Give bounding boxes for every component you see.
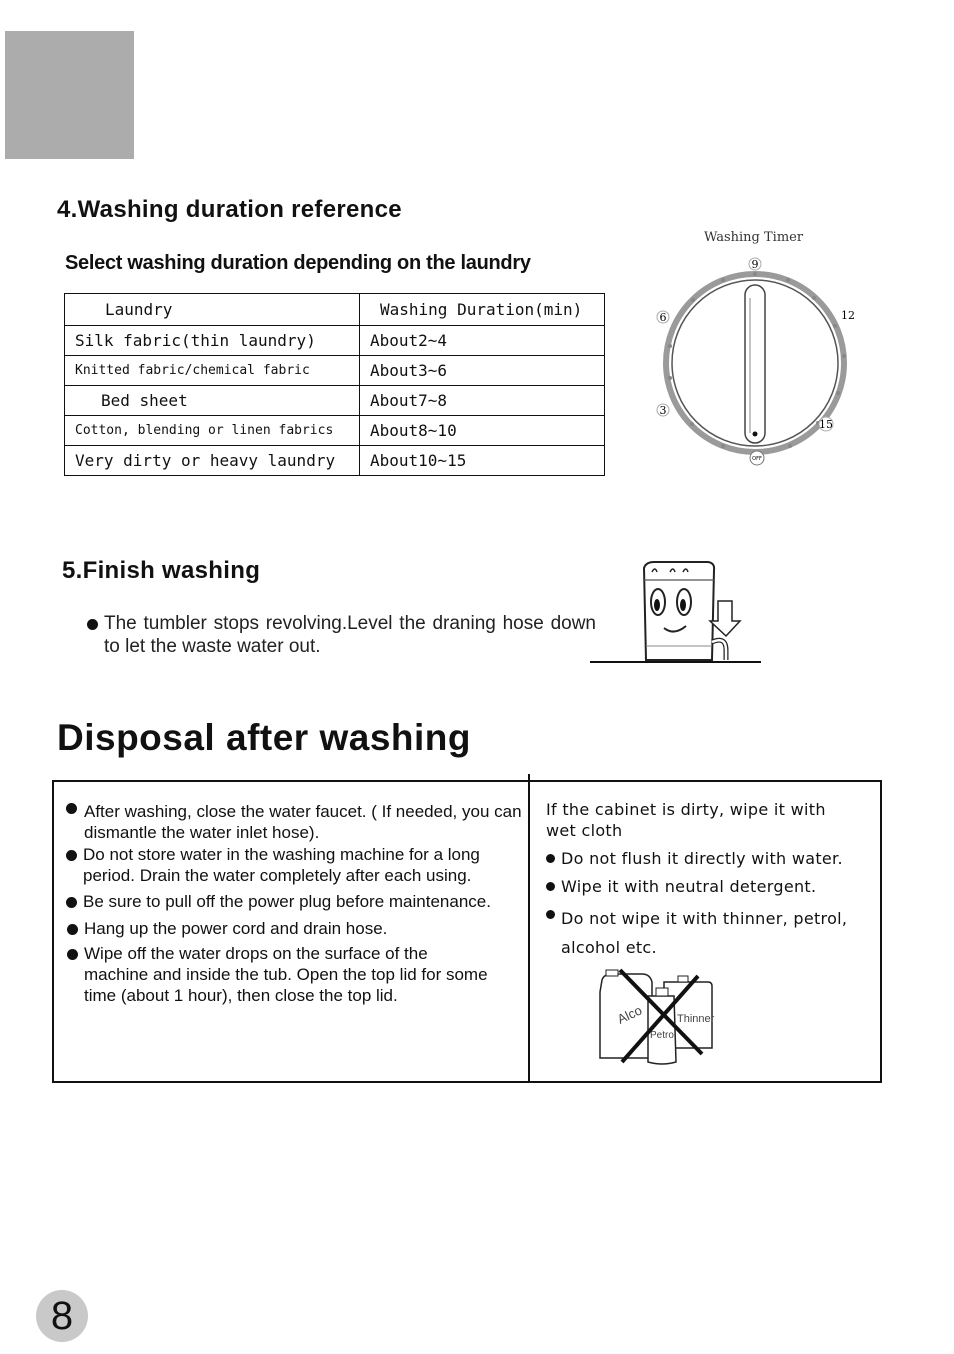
table-row (65, 446, 605, 476)
bullet-icon (66, 897, 77, 908)
solvent-cans-prohibited-illustration (594, 966, 764, 1076)
laundry-cell: Bed sheet (65, 386, 360, 416)
disposal-right-item: Do not flush it directly with water. (561, 849, 843, 868)
table-header-row (65, 294, 605, 326)
page-number-badge: 8 (36, 1290, 88, 1342)
timer-mark-off: OFF (752, 456, 762, 462)
disposal-box (52, 780, 882, 1083)
laundry-cell: Very dirty or heavy laundry (65, 446, 360, 476)
bullet-icon (67, 949, 78, 960)
table-row (65, 326, 605, 356)
corner-tab-block (5, 31, 134, 159)
washing-timer-dial (648, 228, 858, 468)
disposal-left-item: Hang up the power cord and drain hose. (84, 919, 388, 938)
timer-mark-3: 3 (659, 404, 667, 417)
disposal-left-item: After washing, close the water faucet. ( If needed, you can dismantle the water inlet hose). (84, 802, 522, 842)
can-label-petrol: Petro (650, 1030, 674, 1041)
section-heading-finish-washing: 5.Finish washing (62, 557, 261, 584)
timer-mark-9: 9 (751, 258, 759, 271)
bullet-icon (546, 854, 555, 863)
washer-mascot-icon (588, 556, 764, 666)
washing-duration-table (64, 293, 605, 476)
disposal-left-item: Do not store water in the washing machine for a long period. Drain the water completely after each using. (83, 845, 480, 885)
bullet-icon (546, 910, 555, 919)
disposal-divider (528, 774, 530, 1083)
timer-mark-6: 6 (659, 311, 667, 324)
table-header-laundry: Laundry (65, 294, 360, 326)
table-header-duration: Washing Duration(min) (360, 294, 605, 326)
table-row (65, 356, 605, 386)
laundry-cell: Knitted fabric/chemical fabric (65, 356, 360, 386)
disposal-right-intro: If the cabinet is dirty, wipe it with wet cloth (546, 800, 826, 840)
duration-cell: About7~8 (360, 386, 605, 416)
disposal-left-item: Wipe off the water drops on the surface of the machine and inside the tub. Open the top lid for some time (about 1 hour), then close the top lid. (84, 944, 488, 1005)
can-label-thinner: Thinner (677, 1013, 715, 1025)
table-row (65, 416, 605, 446)
timer-mark-15: 15 (819, 418, 833, 431)
duration-cell: About8~10 (360, 416, 605, 446)
bullet-icon (66, 850, 77, 861)
disposal-right-item: Do not wipe it with thinner, petrol, alcohol etc. (561, 909, 848, 957)
laundry-cell: Silk fabric(thin laundry) (65, 326, 360, 356)
duration-cell: About10~15 (360, 446, 605, 476)
laundry-cell: Cotton, blending or linen fabrics (65, 416, 360, 446)
bullet-icon (546, 882, 555, 891)
disposal-right-item: Wipe it with neutral detergent. (561, 877, 817, 896)
bullet-icon (67, 924, 78, 935)
bullet-icon (66, 803, 77, 814)
duration-cell: About2~4 (360, 326, 605, 356)
can-label-alcohol: Alco (614, 1002, 645, 1027)
duration-cell: About3~6 (360, 356, 605, 386)
section-heading-washing-duration: 4.Washing duration reference (57, 196, 402, 223)
timer-dial-icon (648, 228, 858, 468)
finish-washing-text: The tumbler stops revolving.Level the draning hose down to let the waste water out. (104, 613, 596, 657)
table-row (65, 386, 605, 416)
washing-machine-mascot-illustration (588, 556, 764, 666)
solvent-cans-crossed-icon (594, 966, 764, 1076)
disposal-title: Disposal after washing (57, 717, 471, 758)
disposal-left-item: Be sure to pull off the power plug before maintenance. (83, 892, 491, 911)
washing-timer-title: Washing Timer (704, 230, 804, 245)
timer-mark-12: 12 (841, 309, 855, 322)
washing-duration-subheading: Select washing duration depending on the laundry (65, 252, 531, 274)
